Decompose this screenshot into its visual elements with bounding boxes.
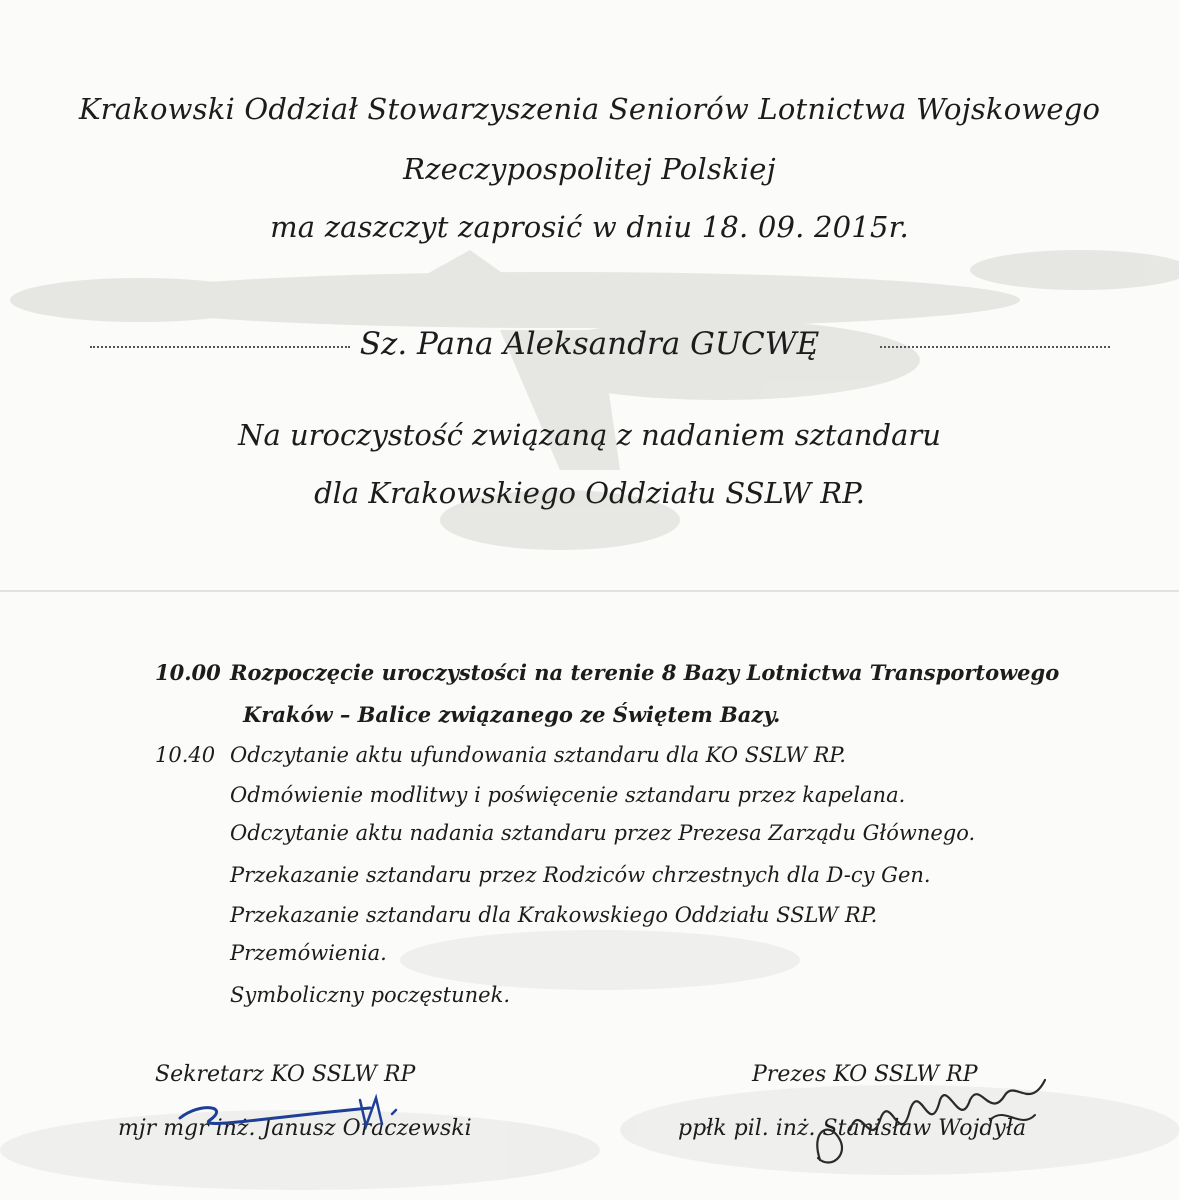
occasion-line-2: dla Krakowskiego Oddziału SSLW RP. [314, 476, 865, 510]
agenda-item-2-line-4: Przekazanie sztandaru przez Rodziców chrzestnych dla D-cy Gen. [230, 863, 931, 887]
organization-name: Krakowski Oddział Stowarzyszenia Seniorów Lotnictwa Wojskowego [78, 92, 1101, 126]
agenda-item-2 [155, 740, 846, 770]
agenda-item-1-line-2: Kraków – Balice związanego ze Świętem Bazy. [243, 702, 781, 727]
agenda-item-2-line-3: Odczytanie aktu nadania sztandaru przez Prezesa Zarządu Głównego. [230, 821, 976, 845]
recipient-name: Sz. Pana Aleksandra GUCWĘ [359, 326, 820, 362]
agenda-item-2-line-7: Symboliczny poczęstunek. [230, 983, 511, 1007]
agenda-item-2-line-2: Odmówienie modlitwy i poświęcenie sztandaru przez kapelana. [230, 783, 906, 807]
agenda-time-2: 10.40 [155, 743, 216, 767]
fold-line [0, 590, 1179, 592]
agenda-item-1-line-1: Rozpoczęcie uroczystości na terenie 8 Bazy Lotnictwa Transportowego [230, 660, 1060, 685]
occasion-line-1: Na uroczystość związaną z nadaniem sztandaru [238, 418, 941, 452]
president-title: Prezes KO SSLW RP [752, 1062, 978, 1087]
secretary-name: mjr mgr inż. Janusz Oraczewski [118, 1116, 472, 1141]
agenda-item-2-line-5: Przekazanie sztandaru dla Krakowskiego Oddziału SSLW RP. [230, 903, 878, 927]
president-name: ppłk pil. inż. Stanisław Wojdyła [678, 1116, 1027, 1141]
organization-country: Rzeczypospolitej Polskiej [403, 152, 776, 186]
invitation-date-line: ma zaszczyt zaprosić w dniu 18. 09. 2015r. [270, 210, 909, 244]
secretary-title: Sekretarz KO SSLW RP [155, 1062, 416, 1087]
secretary-signature [170, 1080, 430, 1140]
agenda-time-1: 10.00 [155, 660, 221, 685]
agenda-item-2-line-6: Przemówienia. [230, 941, 387, 965]
agenda-item-2-line-1: Odczytanie aktu ufundowania sztandaru dla KO SSLW RP. [230, 743, 846, 767]
agenda-item-1 [155, 658, 1059, 688]
president-signature [790, 1060, 1060, 1180]
